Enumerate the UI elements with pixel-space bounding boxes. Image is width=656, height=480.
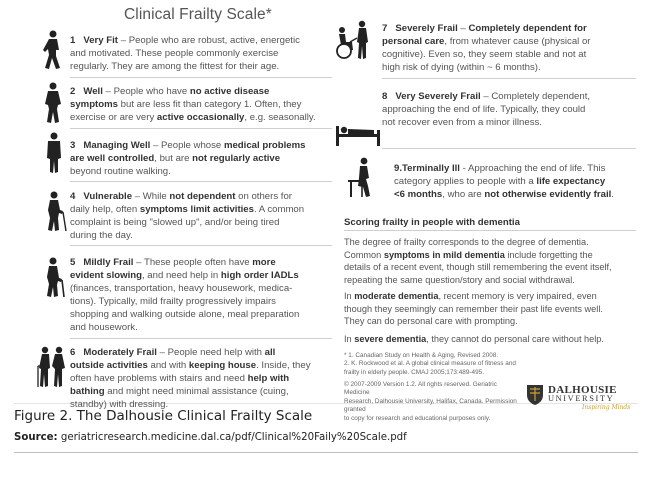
- scale-entry-8: 8 Very Severely Frail – Completely dependent, approaching the end of life. Typically, they could not recover even from a minor illness.: [382, 91, 591, 128]
- divider: [70, 77, 332, 78]
- dementia-heading: Scoring frailty in people with dementia: [344, 217, 520, 228]
- divider: [382, 148, 636, 149]
- logo-tagline: Inspiring Minds: [582, 404, 631, 411]
- managing-well-figure-icon: [44, 132, 64, 174]
- divider: [70, 338, 332, 339]
- source-label: Source:: [14, 432, 58, 443]
- dementia-paragraph-severe: In severe dementia, they cannot do personal care without help.: [344, 334, 604, 344]
- scale-entry-6: 6 Moderately Frail – People need help with all outside activities and with keeping house. Inside, they often have problems with stairs and need help with bathing and might need minimal assistance (cuing, standby) with dressing.: [70, 347, 311, 410]
- logo-name: DALHOUSIE: [548, 384, 617, 396]
- wheelchair-figure-icon: [332, 20, 376, 60]
- dalhousie-crest-icon: [526, 384, 544, 411]
- scale-entry-3: 3 Managing Well – People whose medical problems are well controlled, but are not regularly active beyond routine walking.: [70, 140, 306, 177]
- moderately-frail-figure-icon: [36, 344, 70, 388]
- references: * 1. Canadian Study on Health & Aging, Revised 2008. 2. K. Rockwood et al. A global clinical measure of fitness and frailty in elderly people. CMAJ 2005;173:489-495.: [344, 352, 516, 376]
- very-fit-figure-icon: [42, 30, 64, 70]
- scale-entry-5: 5 Mildly Frail – These people often have more evident slowing, and need help in high order IADLs (finances, transportation, heavy housework, medica- tions). Typically, mild frailty progressively impairs shopping and walking outside alone, meal preparation and housework.: [70, 257, 300, 333]
- divider: [70, 245, 332, 246]
- logo-university: UNIVERSITY: [548, 394, 615, 403]
- divider: [14, 452, 638, 453]
- divider: [382, 78, 636, 79]
- source-url: geriatricresearch.medicine.dal.ca/pdf/Clinical%20Faily%20Scale.pdf: [57, 432, 407, 443]
- scale-entry-1: 1 Very Fit – People who are robust, active, energetic and motivated. These people commonly exercise regularly. They are among the fittest for their age.: [70, 35, 300, 72]
- mildly-frail-figure-icon: [42, 256, 68, 298]
- divider: [70, 181, 332, 182]
- bedridden-figure-icon: [334, 120, 382, 146]
- divider: [344, 230, 636, 231]
- copyright-notice: © 2007-2009 Version 1.2. All rights reserved. Geriatric Medicine Research, Dalhousie University, Halifax, Canada. Permission granted to copy for research and educational purposes only.: [344, 381, 517, 422]
- figure-caption: Figure 2. The Dalhousie Clinical Frailty Scale: [14, 408, 313, 424]
- dalhousie-logo: [526, 384, 636, 411]
- scale-entry-9: 9.Terminally Ill - Approaching the end of life. This category applies to people with a life expectancy <6 months, who are not otherwise evidently frail.: [394, 163, 614, 200]
- vulnerable-figure-icon: [42, 190, 68, 232]
- figure-source: [14, 432, 407, 443]
- scale-entry-4: 4 Vulnerable – While not dependent on others for daily help, often symptoms limit activities. A common complaint is being "slowed up", and/or being tired during the day.: [70, 191, 305, 241]
- terminally-ill-figure-icon: [344, 156, 378, 198]
- dementia-paragraph-moderate: In moderate dementia, recent memory is very impaired, even though they seemingly can remember their past life events well. They can do personal care with prompting.: [344, 291, 603, 327]
- well-figure-icon: [42, 82, 64, 124]
- scale-title: Clinical Frailty Scale*: [124, 6, 272, 23]
- dementia-paragraph-mild: The degree of frailty corresponds to the degree of dementia. Common symptoms in mild dementia include forgetting the details of a recent event, though still remembering the event itself, repeating the same question/story and social withdrawal.: [344, 237, 612, 285]
- scale-entry-7: 7 Severely Frail – Completely dependent for personal care, from whatever cause (physical or cognitive). Even so, they seem stable and not at high risk of dying (within ~ 6 months).: [382, 23, 591, 73]
- scale-entry-2: 2 Well – People who have no active disease symptoms but are less fit than category 1. Often, they exercise or are very active occasionally, e.g. seasonally.: [70, 86, 316, 123]
- divider: [70, 128, 332, 129]
